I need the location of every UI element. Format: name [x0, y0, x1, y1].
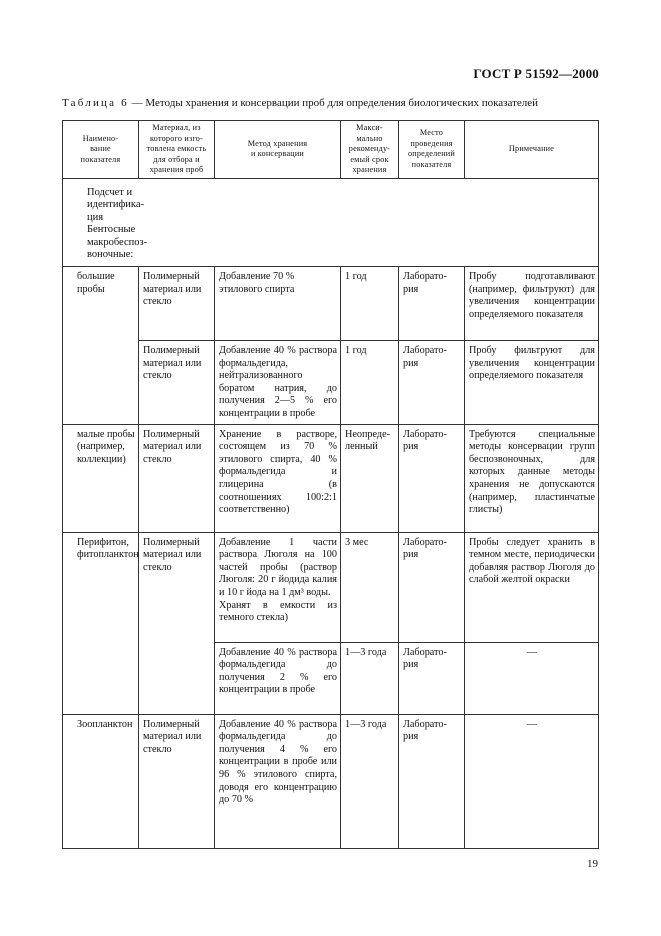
header-indicator-name: Наимено- вание показателя [63, 121, 139, 179]
header-container-material: Материал, из которого изго- товлена емкость для отбора и хранения проб [139, 121, 215, 179]
cell-material: Полимерный материал или стекло [139, 714, 215, 848]
cell-material: Полимерный материал или стекло [139, 532, 215, 714]
cell-material: Полимерный материал или стекло [139, 424, 215, 532]
header-storage-method: Метод хранения и консервации [215, 121, 341, 179]
header-note: Примечание [465, 121, 599, 179]
cell-term: 3 мес [341, 532, 399, 642]
page-number: 19 [587, 858, 598, 870]
group-title: Подсчет и идентифика-ция Бентосные макробеспоз-воночные: [87, 186, 148, 261]
table-header-row [63, 121, 599, 179]
cell-term: Неопреде-ленный [341, 424, 399, 532]
cell-method: Добавление 70 % этилового спирта [215, 267, 341, 341]
cell-term: 1—3 года [341, 642, 399, 714]
cell-place: Лаборато-рия [399, 714, 465, 848]
cell-note: Пробу фильтруют для увеличения концентрации определяемого показателя [465, 341, 599, 425]
cell-method: Добавление 40 % раствора формальдегида, нейтрализованного боратом натрия, до получения 2—5 % его концентрации в пробе [215, 341, 341, 425]
cell-material: Полимерный материал или стекло [139, 267, 215, 341]
cell-note: Требуются специальные методы консервации групп беспозвоночных, для которых данные методы хранения не допускаются (например, пластинчатые глисты) [465, 424, 599, 532]
cell-method: Хранение в растворе, состоящем из 70 % этилового спирта, 40 % формальдегида и глицерина (в соотношениях 100:2:1 соответственно) [215, 424, 341, 532]
cell-note: Пробы следует хранить в темном месте, периодически добавляя раствор Люголя до слабой желтой окраски [465, 532, 599, 642]
cell-note: — [465, 642, 599, 714]
cell-indicator: малые пробы (например, коллекции) [63, 424, 139, 532]
header-determination-place: Место проведения определений показателя [399, 121, 465, 179]
cell-indicator: Зоопланктон [63, 714, 139, 848]
cell-method: Добавление 40 % раствора формальдегида до получения 2 % его концентрации в пробе [215, 642, 341, 714]
table-row [63, 532, 599, 642]
cell-term: 1 год [341, 267, 399, 341]
table-row [63, 424, 599, 532]
cell-place: Лаборато-рия [399, 532, 465, 642]
cell-indicator: большие пробы [63, 267, 139, 425]
table-group-row [63, 178, 599, 267]
cell-place: Лаборато-рия [399, 424, 465, 532]
table-row [63, 341, 599, 425]
cell-indicator: Перифитон, фитопланктон [63, 532, 139, 714]
cell-note: — [465, 714, 599, 848]
cell-method: Добавление 40 % раствора формальдегида до получения 4 % его концентрации в пробе или 96 % этилового спирта, доводя его концентрацию до 70 % [215, 714, 341, 848]
cell-term: 1—3 года [341, 714, 399, 848]
table-caption-text: — Методы хранения и консервации проб для определения биологических показателей [128, 97, 539, 109]
table-row [63, 267, 599, 341]
document-code: ГОСТ Р 51592—2000 [473, 66, 599, 81]
cell-place: Лаборато-рия [399, 642, 465, 714]
header-max-storage-term: Макси- мально рекоменду- емый срок хранения [341, 121, 399, 179]
storage-methods-table [62, 120, 599, 849]
table-caption [62, 97, 602, 109]
cell-place: Лаборато-рия [399, 267, 465, 341]
table-caption-label: Таблица 6 [62, 97, 129, 109]
cell-method: Добавление 1 части раствора Люголя на 100 частей пробы (раствор Люголя: 20 г йодида калия и 10 г йода на 1 дм³ воды. Хранят в емкости из темного стекла) [215, 532, 341, 642]
table-row [63, 714, 599, 848]
cell-place: Лаборато-рия [399, 341, 465, 425]
cell-note: Пробу подготавливают (например, фильтруют) для увеличения концентрации определяемого показателя [465, 267, 599, 341]
cell-term: 1 год [341, 341, 399, 425]
group-title-cell [63, 178, 599, 267]
cell-material: Полимерный материал или стекло [139, 341, 215, 425]
